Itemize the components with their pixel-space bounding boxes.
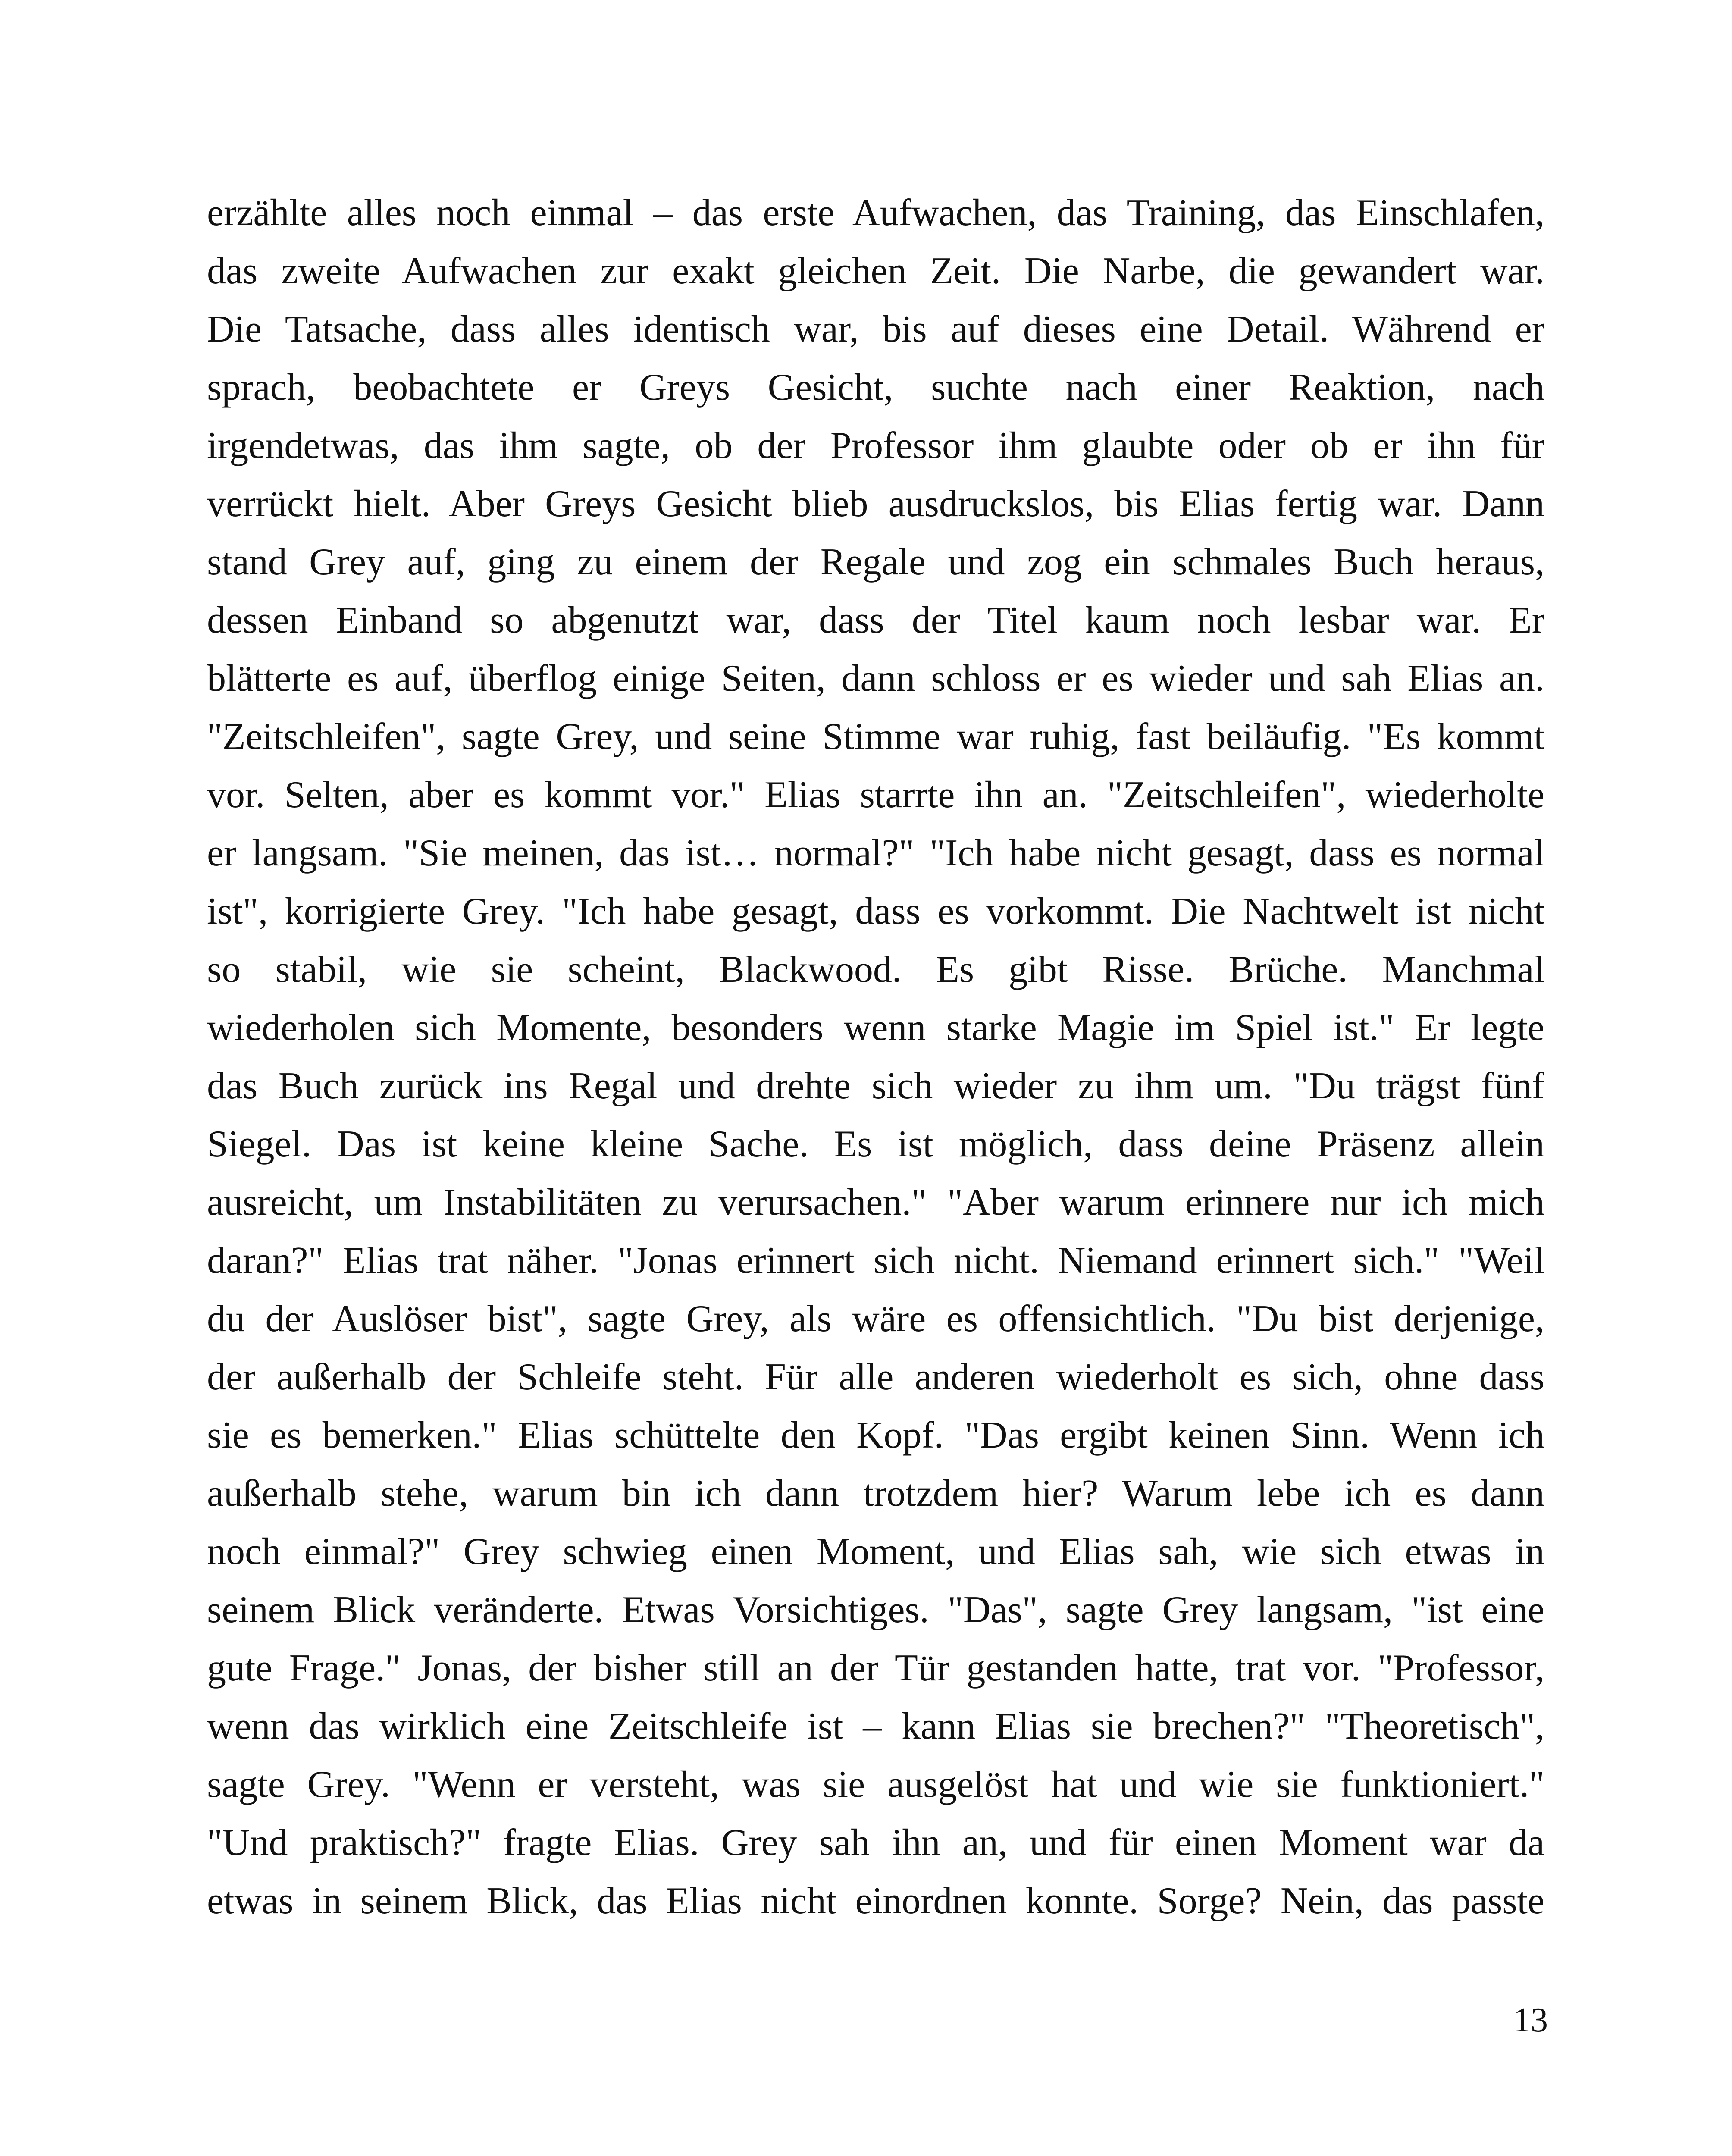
text-line: wenn das wirklich eine Zeitschleife ist – kann Elias sie brechen?" "Theoretisch", xyxy=(207,1705,1544,1747)
text-line: Die Tatsache, dass alles identisch war, bis auf dieses eine Detail. Während er xyxy=(207,308,1544,350)
text-line: irgendetwas, das ihm sagte, ob der Professor ihm glaubte oder ob er ihn für xyxy=(207,425,1544,467)
text-line: erzählte alles noch einmal – das erste Aufwachen, das Training, das Einschlafen, xyxy=(207,192,1544,234)
text-line: ist", korrigierte Grey. "Ich habe gesagt, dass es vorkommt. Die Nachtwelt ist nicht xyxy=(207,890,1544,932)
text-line: stand Grey auf, ging zu einem der Regale und zog ein schmales Buch heraus, xyxy=(207,541,1544,583)
text-line: Siegel. Das ist keine kleine Sache. Es ist möglich, dass deine Präsenz allein xyxy=(207,1123,1544,1165)
text-line: sprach, beobachtete er Greys Gesicht, suchte nach einer Reaktion, nach xyxy=(207,367,1544,408)
text-line: dessen Einband so abgenutzt war, dass der Titel kaum noch lesbar war. Er xyxy=(207,599,1544,641)
body-text xyxy=(207,184,1544,1930)
text-line: ausreicht, um Instabilitäten zu verursachen." "Aber warum erinnere nur ich mich xyxy=(207,1181,1544,1223)
text-line: daran?" Elias trat näher. "Jonas erinnert sich nicht. Niemand erinnert sich." "Weil xyxy=(207,1240,1544,1282)
text-line: seinem Blick veränderte. Etwas Vorsichtiges. "Das", sagte Grey langsam, "ist eine xyxy=(207,1589,1544,1631)
text-line: das Buch zurück ins Regal und drehte sich wieder zu ihm um. "Du trägst fünf xyxy=(207,1065,1544,1107)
text-line: gute Frage." Jonas, der bisher still an der Tür gestanden hatte, trat vor. "Professor, xyxy=(207,1647,1544,1689)
text-line: er langsam. "Sie meinen, das ist… normal?" "Ich habe nicht gesagt, dass es normal xyxy=(207,832,1544,874)
text-line: noch einmal?" Grey schwieg einen Moment, und Elias sah, wie sich etwas in xyxy=(207,1531,1544,1573)
text-line: "Zeitschleifen", sagte Grey, und seine Stimme war ruhig, fast beiläufig. "Es kommt xyxy=(207,716,1544,758)
text-line: so stabil, wie sie scheint, Blackwood. Es gibt Risse. Brüche. Manchmal xyxy=(207,949,1544,990)
text-line: vor. Selten, aber es kommt vor." Elias starrte ihn an. "Zeitschleifen", wiederholte xyxy=(207,774,1544,816)
text-line: du der Auslöser bist", sagte Grey, als wäre es offensichtlich. "Du bist derjenige, xyxy=(207,1298,1544,1340)
text-line: etwas in seinem Blick, das Elias nicht einordnen konnte. Sorge? Nein, das passte xyxy=(207,1880,1544,1922)
text-line: sie es bemerken." Elias schüttelte den Kopf. "Das ergibt keinen Sinn. Wenn ich xyxy=(207,1414,1544,1456)
text-line: verrückt hielt. Aber Greys Gesicht blieb ausdruckslos, bis Elias fertig war. Dann xyxy=(207,483,1544,525)
text-line: wiederholen sich Momente, besonders wenn starke Magie im Spiel ist." Er legte xyxy=(207,1007,1544,1049)
text-line: "Und praktisch?" fragte Elias. Grey sah ihn an, und für einen Moment war da xyxy=(207,1822,1544,1864)
page-number: 13 xyxy=(1513,2001,1548,2039)
text-line: der außerhalb der Schleife steht. Für alle anderen wiederholt es sich, ohne dass xyxy=(207,1356,1544,1398)
text-line: außerhalb stehe, warum bin ich dann trotzdem hier? Warum lebe ich es dann xyxy=(207,1473,1544,1514)
text-line: das zweite Aufwachen zur exakt gleichen Zeit. Die Narbe, die gewandert war. xyxy=(207,250,1544,292)
text-line: blätterte es auf, überflog einige Seiten, dann schloss er es wieder und sah Elias an. xyxy=(207,658,1544,699)
text-line: sagte Grey. "Wenn er versteht, was sie ausgelöst hat und wie sie funktioniert." xyxy=(207,1764,1544,1805)
